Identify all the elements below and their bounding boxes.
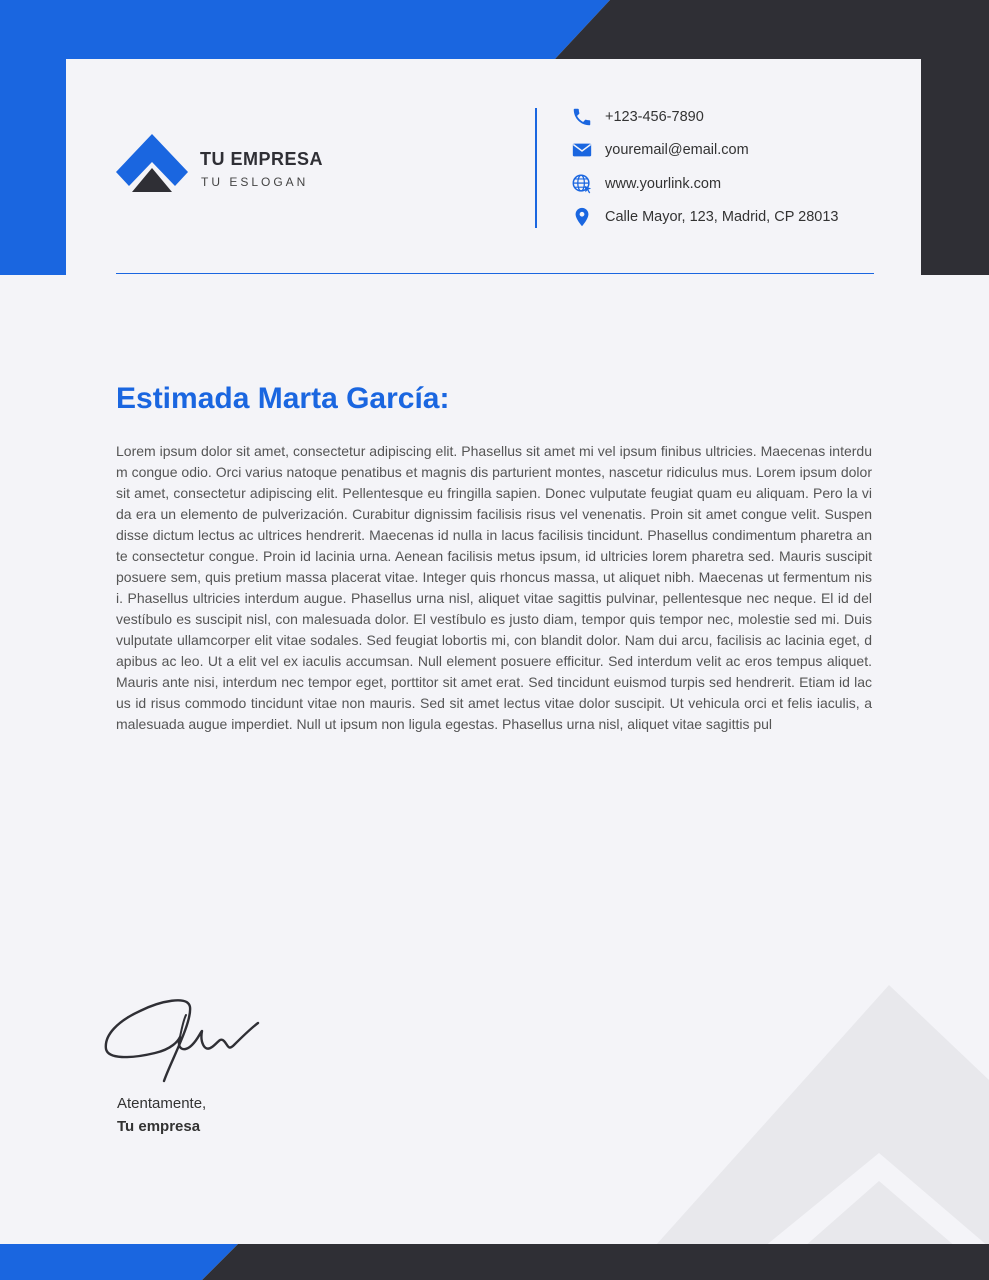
corner-decoration (656, 985, 989, 1245)
contact-phone (571, 106, 704, 128)
letter-greeting: Estimada Marta García: (116, 382, 450, 415)
letter-body: Lorem ipsum dolor sit amet, consectetur adipiscing elit. Phasellus sit amet mi vel ipsum finibus ultricies. Maecenas interdum congue odio. Orci varius natoque penatibus et magnis dis parturient montes, nascetur ridiculus mus. Lorem ipsum dolor sit amet, consectetur adipiscing elit. Pellentesque eu fringilla sapien. Donec vulputate feugiat quam eu aliquam. Pero la vida era un elemento de pulverización. Curabitur dignissim facilisis risus vel venenatis. Proin sit amet congue velit. Suspendisse dictum lectus ac ultrices hendrerit. Maecenas id nulla in lacus facilisis tincidunt. Phasellus condimentum pharetra ante consectetur congue. Proin id lacinia urna. Aenean facilisis metus ipsum, id ultricies lorem pharetra sed. Mauris suscipit posuere sem, quis pretium massa placerat vitae. Integer quis rhoncus massa, ut aliquet nibh. Maecenas ut fermentum nisi. Phasellus ultricies interdum augue. Phasellus urna nisl, aliquet vitae sagittis pulvinar, pellentesque nec neque. El id del vestíbulo es suscipit nisl, con malesuada dolor. El vestíbulo es justo diam, tempor quis tempor nec, molestie sed mi. Duis vulputate ullamcorper elit vitae sodales. Sed feugiat lobortis mi, con blandit dolor. Nam dui arcu, facilisis ac lacinia eget, dapibus ac leo. Ut a elit vel ex iaculis accumsan. Null element posuere efficitur. Sed interdum velit ac eros tempus aliquet. Mauris ante nisi, interdum nec tempor eget, porttitor sit amet erat. Sed tincidunt euismod turpis sed hendrerit. Etiam id lacus id risus commodo tincidunt vitae non mauris. Sed sit amet lectus vitae dolor suscipit. Ut vehicula orci et felis iaculis, a malesuada augue imperdiet. Null ut ipsum non ligula egestas. Phasellus urna nisl, aliquet vitae sagittis pul (116, 443, 872, 732)
closing-text: Atentamente, (117, 1095, 207, 1112)
header-rule (116, 273, 874, 274)
footer-decoration (0, 1244, 989, 1280)
company-name: TU EMPRESA (200, 149, 324, 169)
phone-icon (571, 106, 593, 128)
header-card (66, 59, 921, 275)
header-divider (535, 108, 537, 228)
globe-icon (571, 173, 593, 195)
mountain-logo-icon (116, 134, 188, 192)
location-pin-icon (571, 206, 593, 228)
address-text: Calle Mayor, 123, Madrid, CP 28013 (605, 209, 839, 225)
signature (100, 993, 265, 1088)
phone-text: +123-456-7890 (605, 109, 704, 125)
contact-website (571, 173, 721, 195)
company-slogan: TU ESLOGAN (201, 175, 309, 189)
contact-address (571, 206, 838, 228)
contact-email (571, 139, 749, 161)
website-text: www.yourlink.com (605, 176, 722, 192)
email-icon (571, 139, 593, 161)
sender-name: Tu empresa (117, 1118, 201, 1135)
email-text: youremail@email.com (605, 142, 749, 158)
